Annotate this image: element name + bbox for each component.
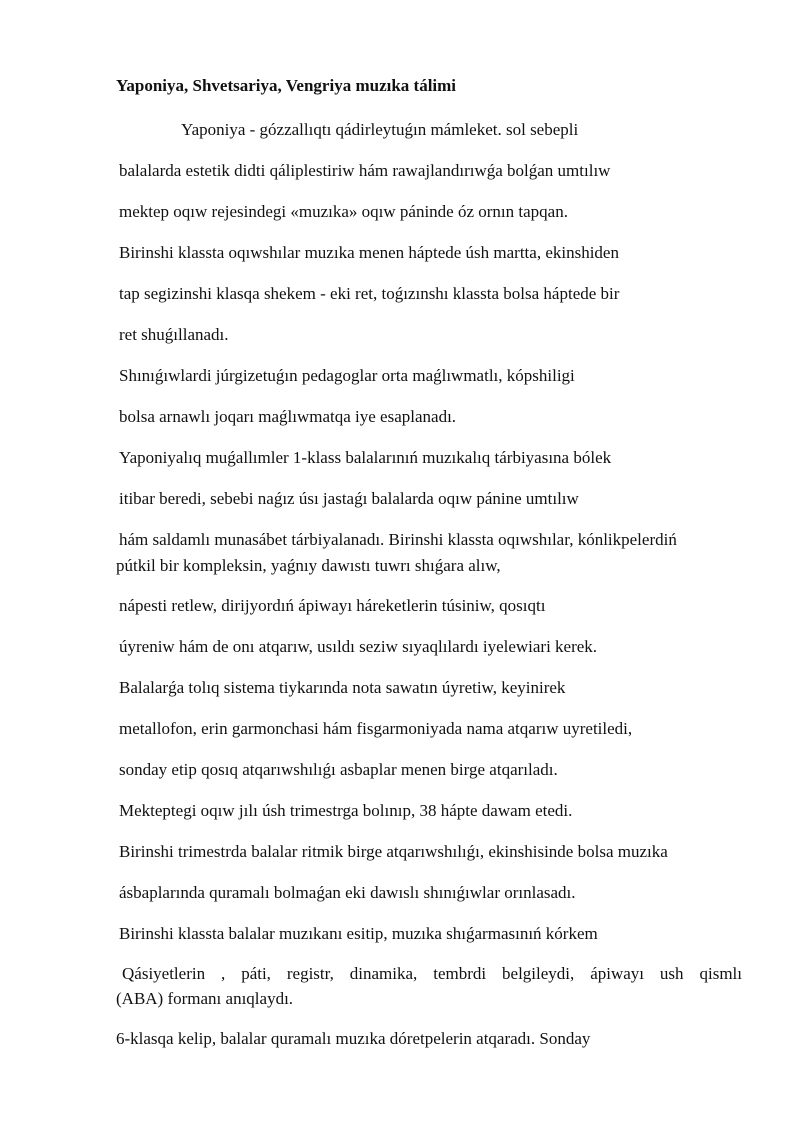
text-line-13: nápesti retlew, dirijyordıń ápiwayı háreketlerin túsiniw, qosıqtı [119,596,546,615]
text-line-4: Birinshi klassta oqıwshılar muzıka menen háptede úsh martta, ekinshiden [119,243,619,262]
text-line-6: ret shuǵıllanadı. [119,325,229,344]
text-line-1: Yaponiya - gózzallıqtı qádirleytuǵın mámleket. sol sebepli [181,120,579,139]
text-line-11: hám saldamlı munasábet tárbiyalanadı. Birinshi klassta oqıwshılar, kónlikpelerdiń [119,530,677,549]
text-line-21: Birinshi klassta balalar muzıkanı esitip, muzıka shıǵarmasınıń kórkem [119,924,598,943]
text-line-10: itibar beredi, sebebi naǵız úsı jastaǵı balalarda oqıw pánine umtılıw [119,489,579,508]
text-line-17: sonday etip qosıq atqarıwshılıǵı asbaplar menen birge atqarıladı. [119,760,558,779]
text-line-7: Shınıǵıwlardi júrgizetuǵın pedagoglar orta maǵlıwmatlı, kópshiligi [119,366,575,385]
document-title: Yaponiya, Shvetsariya, Vengriya muzıka tálimi [116,76,457,95]
text-line-12: pútkil bir kompleksin, yaǵnıy dawıstı tuwrı shıǵara alıw, [116,556,501,575]
text-line-22: Qásiyetlerin , páti, registr, dinamika, tembrdi belgileydi, ápiwayı ush qismlı [122,964,742,983]
text-line-20: ásbaplarında quramalı bolmaǵan eki dawıslı shınıǵıwlar orınlasadı. [119,883,576,902]
text-line-2: balalarda estetik didti qáliplestiriw hám rawajlandırıwǵa bolǵan umtılıw [119,161,611,180]
text-line-5: tap segizinshi klasqa shekem - eki ret, toǵızınshı klassta bolsa háptede bir [119,284,620,303]
text-line-16: metallofon, erin garmonchasi hám fisgarmoniyada nama atqarıw uyretiledi, [119,719,633,738]
text-line-24: 6-klasqa kelip, balalar quramalı muzıka dóretpelerin atqaradı. Sonday [116,1029,591,1048]
text-line-14: úyreniw hám de onı atqarıw, usıldı seziw sıyaqlılardı iyelewiari kerek. [119,637,598,656]
text-line-8: bolsa arnawlı joqarı maǵlıwmatqa iye esaplanadı. [119,407,457,426]
text-line-9: Yaponiyalıq muǵallımler 1-klass balalarınıń muzıkalıq tárbiyasına bólek [119,448,612,467]
text-line-15: Balalarǵa tolıq sistema tiykarında nota sawatın úyretiw, keyinirek [119,678,566,697]
text-line-23: (ABA) formanı anıqlaydı. [116,989,294,1008]
text-line-3: mektep oqıw rejesindegi «muzıka» oqıw páninde óz ornın tapqan. [119,202,568,221]
text-line-18: Mekteptegi oqıw jılı úsh trimestrga bolınıp, 38 hápte dawam etedi. [119,801,573,820]
text-line-19: Birinshi trimestrda balalar ritmik birge atqarıwshılıǵı, ekinshisinde bolsa muzıka [119,842,668,861]
